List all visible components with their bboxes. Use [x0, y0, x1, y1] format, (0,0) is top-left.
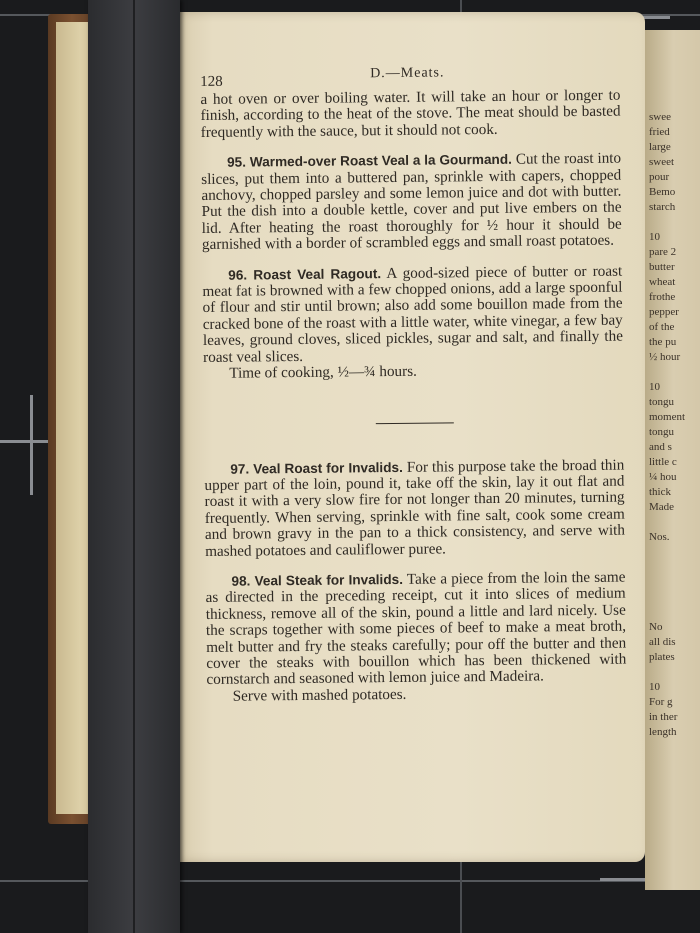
facing-page: [645, 30, 700, 890]
recipe-title: Warmed-over Roast Veal a la Gourmand.: [249, 151, 512, 170]
section-divider: [376, 422, 454, 424]
recipe-title: Roast Veal Ragout.: [253, 265, 382, 283]
recipe-number: 95.: [226, 154, 247, 170]
mat-cross-mark: [30, 395, 33, 495]
facing-page-text: swee fried large sweet pour Bemo starch 10 pare 2 butter wheat frothe pepper of the the pu ½ hour 10 tongu moment tongu and s little c ¼ hou thick Made Nos. No all dis plates 10 For g in ther length: [649, 111, 686, 738]
mat-cross-mark: [0, 440, 48, 443]
recipe-body: For this purpose take the broad thin upper part of the loin, pound it, take off the skin, lay it out flat and roast it with a very slow fire for not longer than 20 minutes, turning frequently. When serving, sprinkle with fine salt, cook some cream and brown gravy in the pan to a thick consistency, and serve with mashed potatoes and cauliflower puree.: [204, 456, 626, 560]
recipe-body: Take a piece from the loin the same as directed in the preceding receipt, cut it into slices of medium thickness, remove all of the skin, pound a little and lard nicely. Use the scraps together with some pieces of beef to make a meat broth, melt butter and fry the steaks carefully; pour off the butter and then cover the steaks with bouillon which has been thickened with cornstarch and seasoned with lemon juice and Madeira.: [205, 568, 627, 689]
continued-paragraph: a hot oven or over boiling water. It will take an hour or longer to finish, according to the heat of the stove. The meat should be basted frequently with the sauce, but it should not cook.: [200, 86, 621, 141]
page-header: [200, 56, 620, 92]
recipe-97: [204, 457, 625, 560]
recipe-number: 96.: [228, 267, 248, 283]
page-number: 128: [200, 73, 223, 90]
strap-seam: [133, 0, 135, 933]
recipe-96: [202, 263, 623, 366]
recipe-body: A good-sized piece of butter or roast meat fat is browned with a few chopped onions, add a large spoonful of flour and stir until brown; also add some bouillon made from the cracked bone of the roast with a little water, white vinegar, a few bay leaves, ground cloves, sliced pickles, sugar and salt, and finally the roast veal slices.: [202, 262, 624, 366]
recipe-number: 98.: [231, 573, 251, 589]
recipe-95: [201, 151, 622, 254]
serving-note: Serve with mashed potatoes.: [232, 685, 407, 705]
cooking-time-note: Time of cooking, ½—¾ hours.: [229, 362, 417, 382]
recipe-title: Veal Steak for Invalids.: [254, 571, 404, 589]
page-text: [200, 56, 627, 706]
recipe-98: [205, 570, 626, 689]
recipe-body: Cut the roast into slices, put them into a buttered pan, sprinkle with capers, chopped anchovy, chopped parsley and some lemon juice and dot with butter. Put the dish into a double kettle, cover and put live embers on the lid. After heating the roast thoroughly for ½ hour it should be garnished with a border of scrambled eggs and small roast potatoes.: [201, 149, 622, 254]
chapter-title: D.—Meats.: [370, 65, 445, 82]
recipe-number: 97.: [230, 461, 250, 477]
recipe-title: Veal Roast for Invalids.: [253, 459, 403, 476]
